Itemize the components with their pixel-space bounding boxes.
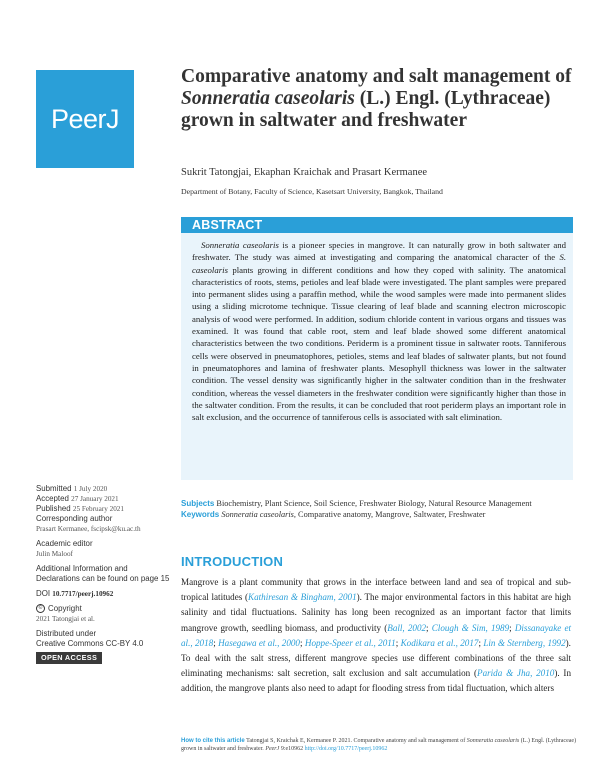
corresponding-author[interactable]: Prasart Kermanee, fscipsk@ku.ac.th <box>36 525 141 533</box>
copyright-holder: 2021 Tatongjai et al. <box>36 615 95 623</box>
copyright-row: © Copyright <box>36 604 171 614</box>
citation-link[interactable]: Dissanayake et al., 2018 <box>181 622 572 648</box>
article-title: Comparative anatomy and salt management of Sonneratia caseolaris (L.) Engl. (Lythraceae) grown in saltwater and freshwater <box>181 66 572 131</box>
citation-link[interactable]: Ball, 2002 <box>387 622 427 633</box>
academic-editor: Julin Maloof <box>36 550 73 558</box>
abstract-header <box>181 217 573 233</box>
introduction-heading: INTRODUCTION <box>181 554 284 569</box>
doi-footer-link[interactable]: http://doi.org/10.7717/peerj.10962 <box>304 746 388 752</box>
keywords-row: Keywords Sonneratia caseolaris, Comparative anatomy, Mangrove, Saltwater, Freshwater <box>181 510 486 519</box>
accepted-row: Accepted 27 January 2021 <box>36 494 119 503</box>
subjects-row: Subjects Biochemistry, Plant Science, Soil Science, Freshwater Biology, Natural Resource Management <box>181 499 532 508</box>
copyright-icon: © <box>36 604 45 613</box>
subjects-block <box>181 498 571 520</box>
citation-link[interactable]: Lin & Sternberg, 1992 <box>483 637 566 648</box>
citation-link[interactable]: Hasegawa et al., 2000 <box>218 637 300 648</box>
citation-footer: How to cite this article Tatongjai S, Kraichak E, Kermanee P. 2021. Comparative anatomy and salt management of Sonneratia caseolaris (L.) Engl. (Lythraceae) grown in saltwater and freshwater. PeerJ 9:e10962 http://doi.org/10.7717/peerj.10962 <box>181 738 577 752</box>
article-sidebar <box>36 484 171 664</box>
submitted-row: Submitted 1 July 2020 <box>36 484 108 493</box>
open-access-badge: OPEN ACCESS <box>36 652 102 664</box>
citation-link[interactable]: Kodikara et al., 2017 <box>400 637 479 648</box>
title-species: Sonneratia caseolaris <box>181 88 355 109</box>
editor-label: Academic editor <box>36 539 93 548</box>
citation-link[interactable]: Clough & Sim, 1989 <box>431 622 510 633</box>
corresponding-label: Corresponding author <box>36 514 113 523</box>
introduction-text: Mangrove is a plant community that grows in the interface between land and sea of tropical and sub-tropical latitudes (Kathiresan & Bingham, 2001). The major environmental factors in this habitat are high salinity and tidal fluctuations. Salinity has long been recognized as an important factor that limits mangrove growth, seedling biomass, and productivity (Ball, 2002; Clough & Sim, 1989; Dissanayake et al., 2018; Hasegawa et al., 2000; Hoppe-Speer et al., 2011; Kodikara et al., 2017; Lin & Sternberg, 1992). To deal with the salt stress, different mangrove species use different combinations of the three salt eliminating mechanisms: salt secretion, salt exclusion and salt accumulation (Parida & Jha, 2010). In addition, the mangrove plants also need to adapt for flooding stress from tidal fluctuation, which alters <box>181 577 572 694</box>
authors: Sukrit Tatongjai, Ekaphan Kraichak and Prasart Kermanee <box>181 167 428 178</box>
abstract-heading: ABSTRACT <box>192 218 263 232</box>
published-row: Published 25 February 2021 <box>36 504 124 513</box>
logo-text: PeerJ <box>50 103 120 134</box>
abstract-text: Sonneratia caseolaris is a pioneer species in mangrove. It can naturally grow in both saltwater and freshwater. The study was aimed at investigating and comparing the anatomical character of the S. caseolaris plants growing in different conditions and how they coped with salinity. The anatomical characteristics of roots, stems, petioles and leaf blade were investigated. The plant samples were prepared into permanent slides using a paraffin method, while the wood samples were made into permanent slides using a sliding microtome technique. Tissue clearing of leaf blade and scanning electron microscopic analysis of wood were performed. In addition, sodium chloride content in various organs and tissues was examined. It was found that cable root, stem and leaf blade showed some different anatomical characteristics between the two conditions. Periderm is a prominent tissue in saltwater roots. Tanniferous cells were observed in pneumatophores, petioles, stems and leaf blades of saltwater plants, but not found in pneumatophores and lamina of freshwater plants. Mesophyll thickness was lower in the saltwater condition. The vessel density was significantly higher in the saltwater condition than in the freshwater condition, whereas the vessel diameters in the freshwater condition were significantly higher than those in the saltwater condition. From the results, it can be concluded that root periderm plays an important role in salt exclusion, and the occurrence of tanniferous cells is associated with salt elimination. <box>192 240 566 423</box>
citation-link[interactable]: Kathiresan & Bingham, 2001 <box>248 592 357 603</box>
affiliation: Department of Botany, Faculty of Science, Kasetsart University, Bangkok, Thailand <box>181 187 443 196</box>
citation-link[interactable]: Hoppe-Speer et al., 2011 <box>304 637 396 648</box>
peerj-logo <box>36 70 134 168</box>
license-line-2[interactable]: Creative Commons CC-BY 4.0 <box>36 639 144 648</box>
additional-info[interactable]: Additional Information and Declarations can be found on page 15 <box>36 564 170 583</box>
doi-link[interactable]: 10.7717/peerj.10962 <box>52 590 114 598</box>
license-line-1: Distributed under <box>36 629 97 638</box>
citation-link[interactable]: Parida & Jha, 2010 <box>477 668 555 679</box>
doi-row: DOI 10.7717/peerj.10962 <box>36 589 114 598</box>
